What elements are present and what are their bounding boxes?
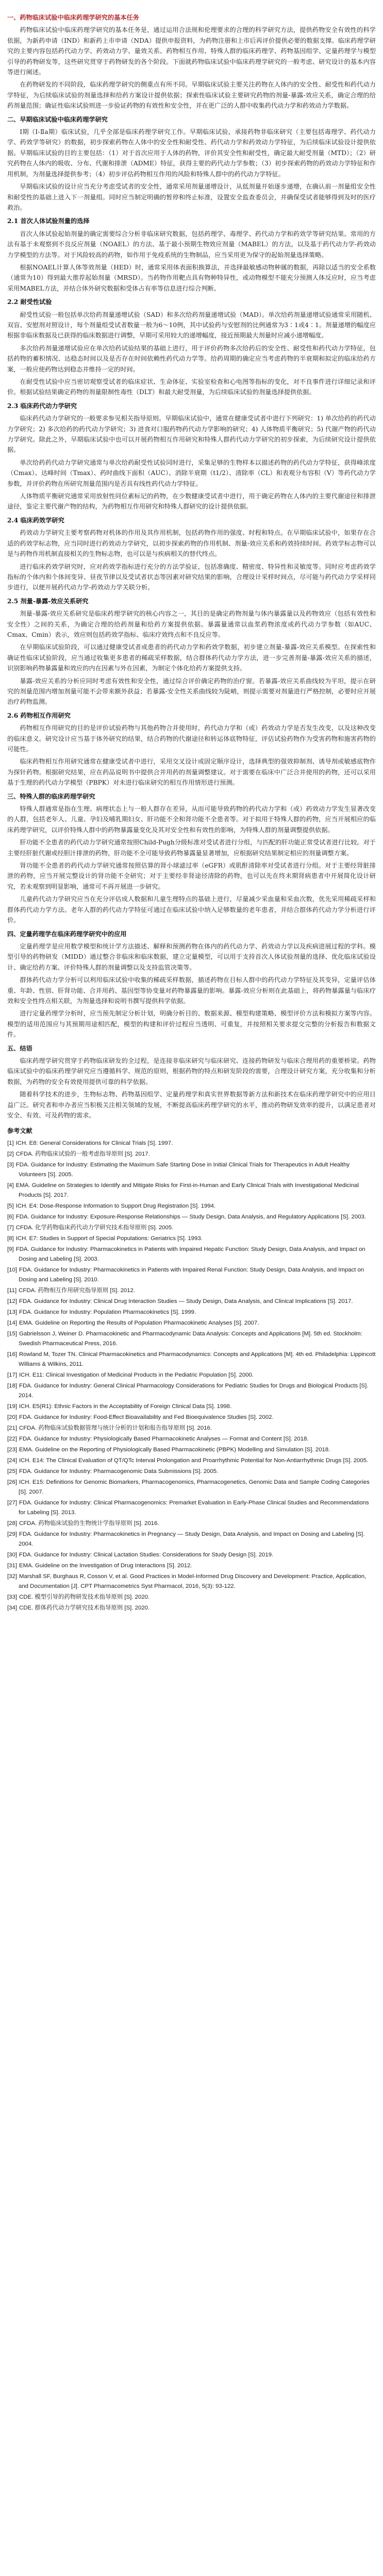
subsection-heading: 2.4 临床药效学研究	[7, 516, 64, 524]
reference-number: [16]	[7, 1351, 17, 1358]
paragraph: 在早期临床试验阶段，可以通过健康受试者或患者的药代动力学和药效学数据，初步建立剂量-暴露-效应关系模型。在探索性和确证性临床试验阶段，应当通过收集更多患者的稀疏采样数据，结合群体药代动力学方法，进一步完善剂量-暴露-效应关系的描述，识别影响药物暴露量和效应的内在因素与外在因素，为制定个体化给药方案提供支持。	[7, 643, 376, 672]
reference-number: [27]	[7, 1499, 17, 1506]
reference-number: [33]	[7, 1594, 17, 1600]
reference-text: FDA. Guidance for Industry: Clinical Lactation Studies: Considerations for Study Design [S]. 2019.	[19, 1551, 274, 1558]
paragraph: 暴露-效应关系的分析应同时考虑有效性和安全性，通过综合评价确定药物的治疗窗。若暴露-效应关系曲线较为平坦，提示在研究的剂量范围内增加剂量可能不会带来额外获益；若暴露-安全性关系曲线较为陡峭，则提示需要对剂量进行严格控制，必要时应开展治疗药物监测。	[7, 677, 376, 706]
reference-item	[7, 1423, 376, 1433]
paragraph: 在药物研发的不同阶段，临床药理学研究的侧重点有所不同。早期临床试验主要关注药物在人体内的安全性、耐受性和药代动力学特征，为后续临床试验的剂量选择和给药方案设计提供依据；探索性临床试验主要研究药物的剂量-暴露-效应关系，确定合理的给药剂量范围；确证性临床试验则进一步验证药物的有效性和安全性，并在更广泛的人群中收集药代动力学和药效动力学数据。	[7, 81, 376, 110]
section-heading: 二、早期临床试验中临床药理学研究	[7, 115, 108, 123]
reference-number: [4]	[7, 1182, 14, 1189]
paragraph: 定量药理学是应用数学模型和统计学方法描述、解释和预测药物在体内的药代动力学、药效动力学以及疾病进展过程的学科。模型引导的药物研发（MIDD）通过整合非临床和临床数据，建立定量模型，可以用于支持首次人体试验剂量的选择、优化临床试验设计、确定给药方案、评价特殊人群的剂量调整以及支持监管决策等。	[7, 942, 376, 971]
subsection-heading: 2.3 临床药代动力学研究	[7, 402, 77, 410]
paragraph: 在耐受性试验中应当密切观察受试者的临床症状、生命体征、实验室检查和心电图等指标的变化，对不良事件进行详细记录和评价。根据试验结果确定药物的剂量限制性毒性（DLT）和最大耐受剂量，为后续临床试验的剂量选择提供依据。	[7, 378, 376, 396]
reference-text: FDA. Guidance for Industry: Population Pharmacokinetics [S]. 1999.	[19, 1309, 196, 1315]
paragraph: 剂量-暴露-效应关系研究是临床药理学研究的核心内容之一，其目的是确定药物剂量与体内暴露量以及药物效应（包括有效性和安全性）之间的关系，为确定合理的给药剂量和给药方案提供依据。暴露量通常以血浆药物浓度或药代动力学参数（如AUC、Cmax、Cmin）表示，效应则包括药效学指标、临床疗效终点和不良反应等。	[7, 610, 376, 638]
reference-item	[7, 1245, 376, 1264]
reference-text: Gabrielsson J, Weiner D. Pharmacokinetic and Pharmacodynamic Data Analysis: Concepts and Applications [M]. 5th ed. Stockholm: Swedish Pharmaceutical Press, 2016.	[19, 1330, 362, 1347]
reference-number: [24]	[7, 1457, 17, 1464]
reference-text: ICH. E5(R1): Ethnic Factors in the Acceptability of Foreign Clinical Data [S]. 1998.	[19, 1403, 232, 1410]
reference-item	[7, 1139, 376, 1148]
reference-number: [8]	[7, 1235, 14, 1242]
reference-text: CFDA. 化学药物临床药代动力学研究技术指导原则 [S]. 2005.	[15, 1224, 174, 1231]
section-heading: 五、结语	[7, 1044, 32, 1052]
reference-item	[7, 1181, 376, 1200]
paragraph: 进行定量药理学分析时，应当预先制定分析计划，明确分析目的、数据来源、模型构建策略、模型评价方法和模拟方案等内容。模型的适用范围应与其预期用途相匹配，模型的构建和评价过程应当透明、可重复，并按照相关要求提交完整的分析报告和数据文件。	[7, 1010, 376, 1039]
paragraph: 耐受性试验一般包括单次给药剂量递增试验（SAD）和多次给药剂量递增试验（MAD）。单次给药剂量递增试验通常采用随机、双盲、安慰剂对照设计，每个剂量组受试者数量一般为6～10例，其中试验药与安慰剂的比例通常为3∶1或4∶1。剂量递增的幅度应根据非临床数据及已获得的临床数据进行调整，早期可采用较大的递增幅度，接近预期最大剂量时应减小递增幅度。	[7, 311, 376, 340]
reference-number: [9]	[7, 1246, 14, 1252]
paragraph: 特殊人群通常是指在生理、病理状态上与一般人群存在差异，从而可能导致药物的药代动力学和（或）药效动力学发生显著改变的人群，包括老年人、儿童、孕妇及哺乳期妇女、肝功能不全和肾功能不全患者等。对于拟用于特殊人群的药物，应当开展相应的临床药理学研究，以评价特殊人群中的药物暴露量变化及其对安全性和有效性的影响，为特殊人群的剂量调整提供依据。	[7, 805, 376, 834]
subsection-body	[7, 528, 376, 592]
reference-item	[7, 1445, 376, 1455]
subsection-heading: 2.2 耐受性试验	[7, 298, 52, 306]
reference-number: [7]	[7, 1224, 14, 1231]
reference-text: EMA. Guideline on the Investigation of Drug Interactions [S]. 2012.	[19, 1562, 192, 1569]
reference-text: FDA. Guidance for Industry: Food-Effect Bioavailability and Fed Bioequivalence Studies [S]. 2002.	[19, 1414, 274, 1420]
reference-text: FDA. Guidance for Industry: General Clinical Pharmacology Considerations for Pediatric Studies for Drugs and Biological Products [S]. 2014.	[19, 1382, 369, 1399]
subsection-body	[7, 413, 376, 512]
reference-number: [15]	[7, 1330, 17, 1337]
reference-text: FDA. Guidance for Industry: Exposure-Response Relationships — Study Design, Data Analysis, and Regulatory Applications [S]. 2003.	[15, 1213, 367, 1220]
paragraph: 进行临床药效学研究时，应对药效学指标进行充分的方法学验证，包括准确度、精密度、特异性和灵敏度等。同时应考虑药效学指标的个体内和个体间变异、昼夜节律以及受试者状态等因素对研究结果的影响，合理设计采样时间点，尽可能与药代动力学采样同步进行，以便开展药代动力学-药效动力学关联分析。	[7, 563, 376, 591]
reference-number: [2]	[7, 1150, 14, 1157]
reference-text: ICH. E4: Dose-Response Information to Support Drug Registration [S]. 1994.	[15, 1202, 216, 1209]
reference-item	[7, 1530, 376, 1549]
reference-text: CFDA. 药物相互作用研究指导原则 [S]. 2012.	[19, 1287, 136, 1294]
reference-number: [14]	[7, 1319, 17, 1326]
reference-number: [23]	[7, 1446, 17, 1453]
reference-item	[7, 1413, 376, 1422]
paragraph: 首次人体试验起始剂量的确定需要综合分析非临床研究数据，包括药理学、毒理学、药代动力学和药效学等研究结果。常用的方法有基于未观察到不良反应剂量（NOAEL）的方法、基于最小预期生物效应剂量（MABEL）的方法，以及基于药代动力学-药效动力学模型的方法等。对于风险较高的药物，如作用于免疫系统的生物制品，应当采用更为保守的起始剂量选择策略。	[7, 230, 376, 259]
reference-number: [30]	[7, 1551, 17, 1558]
reference-number: [34]	[7, 1604, 17, 1611]
reference-number: [11]	[7, 1287, 17, 1294]
reference-number: [6]	[7, 1213, 14, 1220]
reference-text: CDE. 群体药代动力学研究技术指导原则 [S]. 2020.	[19, 1604, 150, 1611]
reference-item	[7, 1572, 376, 1591]
paragraph: 药效动力学研究主要考察药物对机体的作用及其作用机制，包括药物作用的强度、时程和特点。在早期临床试验中，如果存在合适的药效学标志物，应当同时进行药效动力学研究，以初步探索药物的作用机制、剂量-效应关系和药效持续时间。药效学标志物可以是与药物作用机制直接相关的生物标志物，也可以是与疾病相关的替代终点。	[7, 529, 376, 558]
reference-text: EMA. Guideline on Strategies to Identify and Mitigate Risks for First-in-Human and Early Clinical Trials with Investigational Medicinal Products [S]. 2017.	[15, 1182, 359, 1198]
reference-item	[7, 1370, 376, 1380]
reference-item	[7, 1234, 376, 1244]
references-title: 参考文献	[7, 1127, 32, 1135]
reference-text: FDA. Guidance for Industry: Physiologically Based Pharmacokinetic Analyses — Format and Content [S]. 2018.	[19, 1435, 309, 1442]
reference-item	[7, 1467, 376, 1477]
reference-number: [17]	[7, 1371, 17, 1378]
paragraph: 临床药代动力学研究的一般要求参见相关指导原则。早期临床试验中，通常在健康受试者中进行下列研究：1) 单次给药的药代动力学研究；2) 多次给药的药代动力学研究；3) 进食对口服药物药代动力学影响的研究；4) 人体物质平衡研究；5) 代谢产物的药代动力学研究。除此之外，早期临床试验中也可以开展药物相互作用研究和特殊人群药代动力学研究的初步探索，为后续研究设计提供依据。	[7, 415, 376, 454]
subsection-body	[7, 310, 376, 398]
subsection-body	[7, 229, 376, 294]
reference-item	[7, 1223, 376, 1233]
paragraph: 临床药物相互作用研究通常在健康受试者中进行，采用交叉设计或固定顺序设计，选择典型的强效抑制剂、诱导剂或敏感底物作为探针药物。根据研究结果，应在药品说明书中提供合并用药的剂量调整建议。对于需要在临床中广泛合并使用的药物，还可以采用基于生理的药代动力学模型（PBPK）对未进行临床研究的相互作用情形进行预测。	[7, 758, 376, 787]
reference-item	[7, 1149, 376, 1159]
reference-item	[7, 1329, 376, 1349]
paragraph: 药物相互作用研究的目的是评价试验药物与其他药物合并使用时，药代动力学和（或）药效动力学是否发生改变，以及这种改变的临床意义。研究设计应当基于体外研究的结果，结合药物的代谢途径和转运体底物特征，评估试验药物作为受害药物和施害药物的可能性。	[7, 724, 376, 753]
paragraph: 肝功能不全患者的药代动力学研究通常按照Child-Pugh分级标准对受试者进行分组，与匹配的肝功能正常受试者进行比较。对于主要经肝脏代谢或经胆汁排泄的药物，肝功能不全可能导致药物暴露量显著增加，应根据研究结果制定相应的剂量调整方案。	[7, 839, 376, 857]
reference-number: [22]	[7, 1435, 17, 1442]
reference-text: Marshall SF, Burghaus R, Cosson V, et al. Good Practices in Model-Informed Drug Discovery and Development: Practice, Application, and Documentation [J]. CPT Pharmacometrics Syst Pharmacol, 2016, 5(3): 93-122.	[19, 1573, 367, 1589]
reference-item	[7, 1603, 376, 1613]
reference-item	[7, 1297, 376, 1307]
reference-item	[7, 1519, 376, 1529]
reference-text: FDA. Guidance for Industry: Estimating the Maximum Safe Starting Dose in Initial Clinical Trials for Therapeutics in Adult Healthy Volunteers [S]. 2005.	[15, 1161, 350, 1178]
reference-text: FDA. Guidance for Industry: Clinical Pharmacogenomics: Premarket Evaluation in Early-Phase Clinical Studies and Recommendations for Labeling [S]. 2013.	[19, 1499, 369, 1516]
reference-number: [13]	[7, 1309, 17, 1315]
article-title: 一、药物临床试验中临床药理学研究的基本任务	[7, 14, 139, 21]
reference-item	[7, 1308, 376, 1317]
paragraph: 随着科学技术的进步，生物标志物、药物基因组学、定量药理学和真实世界数据等新方法和新技术在临床药理学研究中的应用日益广泛。研究者和申办者应当积极关注相关领域的发展，不断提高临床药理学研究的水平，推动药物研发效率的提升，以满足患者对安全、有效、可及药物的需求。	[7, 1091, 376, 1119]
reference-item	[7, 1456, 376, 1466]
reference-item	[7, 1498, 376, 1518]
reference-number: [10]	[7, 1266, 17, 1273]
reference-text: FDA. Guidance for Industry: Clinical Drug Interaction Studies — Study Design, Data Analysis, and Clinical Implications [S]. 2017.	[19, 1298, 353, 1304]
reference-number: [21]	[7, 1425, 17, 1431]
reference-number: [3]	[7, 1161, 14, 1168]
reference-item	[7, 1381, 376, 1401]
paragraph: 肾功能不全患者的药代动力学研究通常按照估算的肾小球滤过率（eGFR）或肌酐清除率对受试者进行分组。对于主要经肾脏排泄的药物，应当开展完整设计的肾功能不全研究；对于主要经非肾途径清除的药物，也可以先在终末期肾病患者中开展简化设计研究，若未观察到明显影响，通常可不再开展进一步研究。	[7, 862, 376, 890]
reference-item	[7, 1286, 376, 1296]
reference-number: [18]	[7, 1382, 17, 1389]
reference-text: CFDA. 药物临床试验数据管理与统计分析的计划和报告指导原则 [S]. 2016.	[19, 1425, 212, 1431]
reference-number: [26]	[7, 1479, 17, 1485]
subsection-body	[7, 723, 376, 788]
reference-number: [25]	[7, 1468, 17, 1475]
reference-text: CFDA. 药物临床试验的生物统计学指导原则 [S]. 2016.	[19, 1520, 159, 1527]
reference-text: ICH. E15: Definitions for Genomic Biomarkers, Pharmacogenomics, Pharmacogenetics, Genomic Data and Sample Coding Categories [S]. 2007.	[19, 1479, 370, 1495]
paragraph: 根据NOAEL计算人体等效剂量（HED）时，通常采用体表面积换算法，并选择最敏感动物种属的数据，再除以适当的安全系数（通常为10）得到最大推荐起始剂量（MRSD）。当药物作用靶点具有物种特异性，或动物模型不能充分预测人体反应时，应当考虑采用MABEL方法，并结合体外研究数据和受体占有率等信息进行综合判断。	[7, 263, 376, 292]
reference-number: [5]	[7, 1202, 14, 1209]
paragraph: 多次给药剂量递增试验应在单次给药试验结果的基础上进行，用于评价药物多次给药后的安全性、耐受性和药代动力学特征，包括药物的蓄积情况、达稳态时间以及是否存在时间依赖性药代动力学等。给药周期的确定应当考虑药物的半衰期和拟定的临床给药方案，一般应使药物达到稳态并维持一定的时间。	[7, 344, 376, 373]
reference-text: ICH. E14: The Clinical Evaluation of QT/QTc Interval Prolongation and Proarrhythmic Potential for Non-Antiarrhythmic Drugs [S]. 2005.	[19, 1457, 369, 1464]
reference-number: [19]	[7, 1403, 17, 1410]
reference-text: FDA. Guidance for Industry: Pharmacogenomic Data Submissions [S]. 2005.	[19, 1468, 219, 1475]
reference-text: Rowland M, Tozer TN. Clinical Pharmacokinetics and Pharmacodynamics: Concepts and Applications [M]. 4th ed. Philadelphia: Lippincott Williams & Wilkins, 2011.	[19, 1351, 376, 1367]
reference-number: [28]	[7, 1520, 17, 1527]
section-body	[7, 127, 376, 213]
reference-text: ICH. E11: Clinical Investigation of Medicinal Products in the Pediatric Population [S]. 2000.	[19, 1371, 254, 1378]
section-body	[7, 804, 376, 925]
reference-item	[7, 1592, 376, 1602]
reference-text: EMA. Guideline on the Reporting of Physiologically Based Pharmacokinetic (PBPK) Modelling and Simulation [S]. 2018.	[19, 1446, 330, 1453]
reference-number: [1]	[7, 1140, 14, 1146]
subsection-body	[7, 608, 376, 707]
section-heading: 四、定量药理学在临床药理学研究中的应用	[7, 930, 127, 938]
reference-item	[7, 1160, 376, 1180]
reference-number: [31]	[7, 1562, 17, 1569]
reference-text: FDA. Guidance for Industry: Pharmacokinetics in Pregnancy — Study Design, Data Analysis, and Impact on Dosing and Labeling [S]. 2004.	[19, 1531, 365, 1547]
section-body	[7, 941, 376, 1040]
subsection-heading: 2.1 首次人体试验剂量的选择	[7, 217, 90, 225]
reference-item	[7, 1434, 376, 1444]
reference-text: ICH. E7: Studies in Support of Special Populations: Geriatrics [S]. 1993.	[15, 1235, 203, 1242]
reference-item	[7, 1561, 376, 1571]
reference-text: CFDA. 药物临床试验的一般考虑指导原则 [S]. 2017.	[15, 1150, 150, 1157]
paragraph: 临床药理学研究贯穿于药物临床研发的全过程，是连接非临床研究与临床研究、连接药物研发与临床合理用药的重要桥梁。药物临床试验中的临床药理学研究应当遵循科学、规范的原则，根据药物的特点和研发阶段的需要，合理设计研究方案，充分收集和分析数据，为药物的安全有效使用提供可靠的科学依据。	[7, 1057, 376, 1086]
reference-item	[7, 1550, 376, 1560]
reference-number: [32]	[7, 1573, 17, 1580]
paragraph: 药物临床试验中临床药理学研究的基本任务是，通过运用合法规和伦理要求的合理的科学研究方法，提供药物安全有效性的科学依据，为新药申请（IND）和新药上市申请（NDA）提供申报资料，为药物注册和上市后再评价提供必要的数据支撑。临床药理学研究的主要内容包括药代动力学、药效动力学、量效关系、药物相互作用、特殊人群的临床药理学、药物基因组学、定量药理学与模型引导的药物研发等，这些研究贯穿于药物研发的各个阶段。下面就药物临床试验中临床药理学研究的一般考虑、研究设计的基本内容等进行阐述。	[7, 26, 376, 76]
reference-item	[7, 1265, 376, 1285]
subsection-heading: 2.6 药物相互作用研究	[7, 711, 71, 719]
reference-number: [20]	[7, 1414, 17, 1420]
reference-item	[7, 1201, 376, 1211]
paragraph: I期（Ⅰ-Ⅱa期）临床试验，几乎全部是临床药理学研究工作。早期临床试验，承接药物非临床研究（主要包括毒理学、药代动力学、药效学等研究）的数据，初步探索药物在人体中的安全性和耐受性、药代动力学和药效动力学特征，为后续临床试验设计提供依据。早期临床试验的目的主要包括：（1）对于首次应用于人体的药物，评价其安全性和耐受性，确定最大耐受剂量（MTD）；（2）研究药物在人体内的吸收、分布、代谢和排泄（ADME）特征，获得主要的药代动力学参数；（3）初步探索药物的药效动力学特征和作用机制，为剂量选择提供参考；（4）初步评估药物相互作用的风险和特殊人群中的药代动力学特征。	[7, 128, 376, 178]
reference-item	[7, 1350, 376, 1369]
section-heading: 三、特殊人群的临床药理学研究	[7, 792, 95, 800]
subsection-heading: 2.5 剂量-暴露-效应关系研究	[7, 597, 89, 605]
reference-number: [12]	[7, 1298, 17, 1304]
reference-list	[7, 1139, 376, 1613]
reference-item	[7, 1212, 376, 1222]
reference-item	[7, 1478, 376, 1497]
reference-text: CDE. 模型引导的药物研发技术指导原则 [S]. 2020.	[19, 1594, 150, 1600]
reference-item	[7, 1318, 376, 1328]
section-body	[7, 1056, 376, 1121]
intro-section	[7, 25, 376, 111]
paragraph: 人体物质平衡研究通常采用放射性同位素标记的药物，在少数健康受试者中进行，用于确定药物在人体内的主要代谢途径和排泄途径，鉴定主要代谢产物的结构，为药物相互作用研究和特殊人群研究的设计提供依据。	[7, 493, 376, 511]
reference-text: FDA. Guidance for Industry: Pharmacokinetics in Patients with Impaired Renal Function: Study Design, Data Analysis, and Impact on Dosing and Labeling [S]. 2010.	[19, 1266, 364, 1283]
paragraph: 早期临床试验的设计应当充分考虑受试者的安全性，通常采用剂量递增设计，从低剂量开始逐步递增，在确认前一剂量组安全性和耐受性的基础上进入下一剂量组。同时应当制定明确的暂停和终止标准，设置安全监查委员会，并确保受试者能够得到及时的医疗救治。	[7, 183, 376, 211]
paragraph: 单次给药药代动力学研究通常与单次给药耐受性试验同时进行，采集足够的生物样本以描述药物的药代动力学特征，获得峰浓度（Cmax）、达峰时间（Tmax）、药时曲线下面积（AUC）、消除半衰期（t1/2）、清除率（CL）和表观分布容积（V）等药代动力学参数，并评价药物在所研究剂量范围内是否具有线性药代动力学特征。	[7, 459, 376, 487]
paragraph: 群体药代动力学分析可以利用临床试验中收集的稀疏采样数据，描述药物在目标人群中的药代动力学特征及其变异，定量评估体重、年龄、性别、肝肾功能、合并用药、基因型等协变量对药物暴露量的影响。暴露-效应分析则在此基础上，将药物暴露量与临床疗效和安全性终点相关联，为剂量选择和说明书撰写提供科学依据。	[7, 976, 376, 1005]
reference-text: ICH. E8: General Considerations for Clinical Trials [S]. 1997.	[15, 1140, 173, 1146]
paragraph: 儿童药代动力学研究应当在充分评估成人数据和儿童生理特点的基础上进行，尽量减少采血量和采血次数，优先采用稀疏采样和群体药代动力学方法。老年人群的药代动力学特征可通过在临床试验中纳入足够数量的老年患者，并结合群体药代动力学分析进行评价。	[7, 895, 376, 924]
reference-number: [29]	[7, 1531, 17, 1537]
reference-text: FDA. Guidance for Industry: Pharmacokinetics in Patients with Impaired Hepatic Function: Study Design, Data Analysis, and Impact on Dosing and Labeling [S]. 2003.	[15, 1246, 365, 1262]
reference-item	[7, 1402, 376, 1412]
reference-text: EMA. Guideline on Reporting the Results of Population Pharmacokinetic Analyses [S]. 2007.	[19, 1319, 259, 1326]
